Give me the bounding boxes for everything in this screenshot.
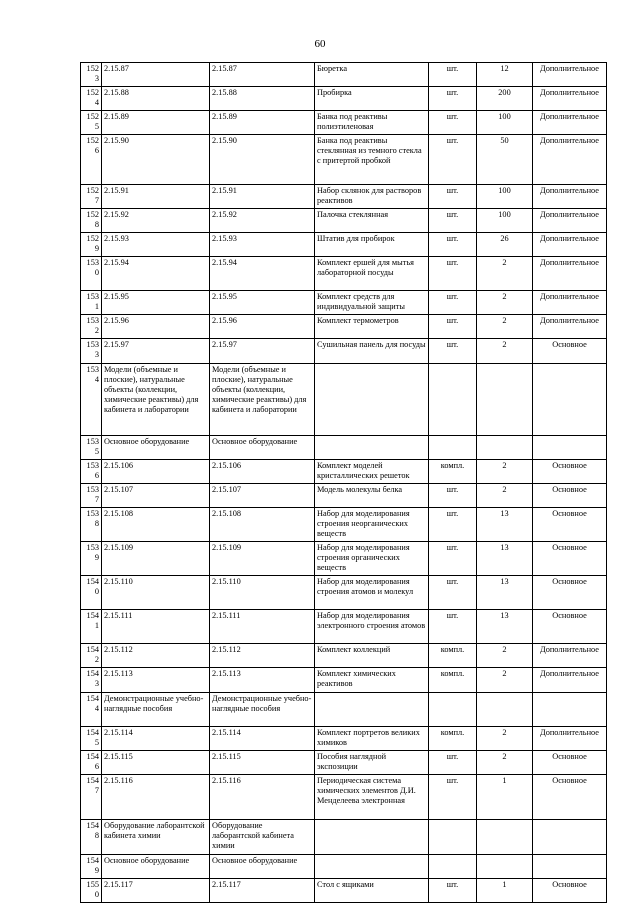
code-cell: 2.15.88 [102, 87, 210, 111]
code-cell: 2.15.89 [102, 111, 210, 135]
unit-cell [429, 364, 477, 436]
table-row [81, 820, 607, 855]
code-cell-duplicate: Демонстрационные учебно-наглядные пособия [210, 693, 315, 727]
table-row [81, 855, 607, 879]
item-name-cell: Комплект коллекций [315, 644, 429, 668]
quantity-cell: 2 [477, 484, 533, 508]
row-number-cell: 1541 [81, 610, 102, 644]
code-cell-duplicate: 2.15.109 [210, 542, 315, 576]
row-number-cell: 1540 [81, 576, 102, 610]
item-name-cell: Комплект ершей для мытья лабораторной посуды [315, 257, 429, 291]
code-cell: 2.15.91 [102, 185, 210, 209]
unit-cell [429, 693, 477, 727]
code-cell-duplicate: 2.15.107 [210, 484, 315, 508]
table-row [81, 111, 607, 135]
row-number-cell: 1549 [81, 855, 102, 879]
quantity-cell: 13 [477, 542, 533, 576]
quantity-cell: 2 [477, 315, 533, 339]
code-cell: 2.15.107 [102, 484, 210, 508]
quantity-cell [477, 693, 533, 727]
table-row [81, 291, 607, 315]
code-cell: Модели (объемные и плоские), натуральные объекты (коллекции, химические реактивы) для кабинета и лаборатории [102, 364, 210, 436]
code-cell-duplicate: 2.15.88 [210, 87, 315, 111]
equipment-type-cell: Дополнительное [533, 291, 607, 315]
row-number-cell: 1537 [81, 484, 102, 508]
row-number-cell: 1530 [81, 257, 102, 291]
item-name-cell [315, 820, 429, 855]
table-row [81, 209, 607, 233]
table-row [81, 315, 607, 339]
code-cell-duplicate: 2.15.89 [210, 111, 315, 135]
equipment-type-cell: Основное [533, 460, 607, 484]
row-number-cell: 1533 [81, 339, 102, 364]
code-cell-duplicate: 2.15.117 [210, 879, 315, 903]
equipment-type-cell: Основное [533, 339, 607, 364]
unit-cell [429, 820, 477, 855]
quantity-cell: 13 [477, 576, 533, 610]
quantity-cell: 2 [477, 339, 533, 364]
quantity-cell: 2 [477, 727, 533, 751]
code-cell-duplicate: 2.15.114 [210, 727, 315, 751]
table-row [81, 339, 607, 364]
table-row [81, 576, 607, 610]
row-number-cell: 1532 [81, 315, 102, 339]
table-row [81, 436, 607, 460]
item-name-cell [315, 364, 429, 436]
unit-cell: компл. [429, 727, 477, 751]
row-number-cell: 1524 [81, 87, 102, 111]
equipment-type-cell: Основное [533, 610, 607, 644]
item-name-cell: Комплект химических реактивов [315, 668, 429, 693]
item-name-cell: Комплект средств для индивидуальной защиты [315, 291, 429, 315]
code-cell-duplicate: 2.15.97 [210, 339, 315, 364]
quantity-cell: 1 [477, 775, 533, 820]
item-name-cell: Стол с ящиками [315, 879, 429, 903]
code-cell: 2.15.97 [102, 339, 210, 364]
code-cell-duplicate: 2.15.93 [210, 233, 315, 257]
table-row [81, 460, 607, 484]
quantity-cell [477, 820, 533, 855]
item-name-cell [315, 436, 429, 460]
table-row [81, 610, 607, 644]
table-row [81, 751, 607, 775]
item-name-cell: Банка под реактивы стеклянная из темного стекла с притертой пробкой [315, 135, 429, 185]
quantity-cell: 2 [477, 257, 533, 291]
equipment-type-cell: Дополнительное [533, 257, 607, 291]
item-name-cell: Штатив для пробирок [315, 233, 429, 257]
unit-cell: шт. [429, 185, 477, 209]
equipment-type-cell: Основное [533, 542, 607, 576]
row-number-cell: 1539 [81, 542, 102, 576]
code-cell: Оборудование лаборантской кабинета химии [102, 820, 210, 855]
code-cell: 2.15.108 [102, 508, 210, 542]
table-row [81, 508, 607, 542]
row-number-cell: 1536 [81, 460, 102, 484]
item-name-cell: Набор для моделирования строения неорганических веществ [315, 508, 429, 542]
code-cell: Основное оборудование [102, 855, 210, 879]
row-number-cell: 1528 [81, 209, 102, 233]
equipment-type-cell: Дополнительное [533, 233, 607, 257]
row-number-cell: 1550 [81, 879, 102, 903]
code-cell: 2.15.92 [102, 209, 210, 233]
equipment-type-cell: Дополнительное [533, 63, 607, 87]
quantity-cell [477, 855, 533, 879]
unit-cell: компл. [429, 460, 477, 484]
unit-cell: шт. [429, 257, 477, 291]
item-name-cell: Набор для моделирования строения атомов и молекул [315, 576, 429, 610]
unit-cell: шт. [429, 87, 477, 111]
item-name-cell: Бюретка [315, 63, 429, 87]
table-row [81, 542, 607, 576]
equipment-table [80, 62, 607, 903]
item-name-cell: Палочка стеклянная [315, 209, 429, 233]
code-cell-duplicate: 2.15.112 [210, 644, 315, 668]
item-name-cell: Банка под реактивы полиэтиленовая [315, 111, 429, 135]
equipment-type-cell: Основное [533, 879, 607, 903]
row-number-cell: 1523 [81, 63, 102, 87]
row-number-cell: 1535 [81, 436, 102, 460]
code-cell-duplicate: 2.15.90 [210, 135, 315, 185]
quantity-cell: 13 [477, 610, 533, 644]
item-name-cell: Сушильная панель для посуды [315, 339, 429, 364]
row-number-cell: 1529 [81, 233, 102, 257]
unit-cell: шт. [429, 775, 477, 820]
table-row [81, 233, 607, 257]
quantity-cell: 2 [477, 751, 533, 775]
equipment-type-cell [533, 855, 607, 879]
row-number-cell: 1543 [81, 668, 102, 693]
row-number-cell: 1527 [81, 185, 102, 209]
unit-cell: шт. [429, 209, 477, 233]
equipment-type-cell: Основное [533, 775, 607, 820]
equipment-type-cell: Дополнительное [533, 727, 607, 751]
unit-cell: шт. [429, 576, 477, 610]
item-name-cell: Пособия наглядной экспозиции [315, 751, 429, 775]
unit-cell: шт. [429, 291, 477, 315]
row-number-cell: 1534 [81, 364, 102, 436]
code-cell-duplicate: Основное оборудование [210, 436, 315, 460]
code-cell: 2.15.113 [102, 668, 210, 693]
equipment-type-cell: Дополнительное [533, 111, 607, 135]
equipment-type-cell: Дополнительное [533, 135, 607, 185]
code-cell-duplicate: 2.15.95 [210, 291, 315, 315]
unit-cell: шт. [429, 879, 477, 903]
item-name-cell: Периодическая система химических элементов Д.И. Менделеева электронная [315, 775, 429, 820]
equipment-type-cell: Основное [533, 508, 607, 542]
row-number-cell: 1526 [81, 135, 102, 185]
equipment-type-cell [533, 364, 607, 436]
code-cell: 2.15.117 [102, 879, 210, 903]
table-row [81, 135, 607, 185]
quantity-cell: 2 [477, 460, 533, 484]
unit-cell: компл. [429, 668, 477, 693]
equipment-type-cell: Дополнительное [533, 209, 607, 233]
code-cell: Основное оборудование [102, 436, 210, 460]
unit-cell: шт. [429, 542, 477, 576]
item-name-cell: Комплект портретов великих химиков [315, 727, 429, 751]
item-name-cell: Набор для моделирования электронного строения атомов [315, 610, 429, 644]
code-cell-duplicate: 2.15.110 [210, 576, 315, 610]
equipment-type-cell: Основное [533, 751, 607, 775]
item-name-cell [315, 693, 429, 727]
code-cell-duplicate: 2.15.106 [210, 460, 315, 484]
table-row [81, 775, 607, 820]
quantity-cell: 100 [477, 209, 533, 233]
quantity-cell: 13 [477, 508, 533, 542]
row-number-cell: 1525 [81, 111, 102, 135]
quantity-cell: 2 [477, 291, 533, 315]
equipment-type-cell: Дополнительное [533, 87, 607, 111]
row-number-cell: 1542 [81, 644, 102, 668]
code-cell-duplicate: 2.15.87 [210, 63, 315, 87]
table-row [81, 257, 607, 291]
code-cell: 2.15.96 [102, 315, 210, 339]
equipment-type-cell: Дополнительное [533, 668, 607, 693]
unit-cell [429, 436, 477, 460]
table-row [81, 63, 607, 87]
table-body [81, 63, 607, 903]
quantity-cell: 100 [477, 185, 533, 209]
row-number-cell: 1545 [81, 727, 102, 751]
equipment-type-cell [533, 693, 607, 727]
unit-cell: шт. [429, 135, 477, 185]
item-name-cell [315, 855, 429, 879]
quantity-cell [477, 364, 533, 436]
code-cell-duplicate: Оборудование лаборантской кабинета химии [210, 820, 315, 855]
item-name-cell: Комплект термометров [315, 315, 429, 339]
quantity-cell: 26 [477, 233, 533, 257]
code-cell: 2.15.106 [102, 460, 210, 484]
row-number-cell: 1547 [81, 775, 102, 820]
table-row [81, 668, 607, 693]
code-cell: 2.15.110 [102, 576, 210, 610]
code-cell-duplicate: 2.15.113 [210, 668, 315, 693]
unit-cell: шт. [429, 751, 477, 775]
equipment-type-cell: Дополнительное [533, 644, 607, 668]
equipment-type-cell: Основное [533, 576, 607, 610]
quantity-cell: 100 [477, 111, 533, 135]
unit-cell: шт. [429, 63, 477, 87]
code-cell: 2.15.114 [102, 727, 210, 751]
code-cell-duplicate: 2.15.96 [210, 315, 315, 339]
unit-cell: компл. [429, 644, 477, 668]
table-row [81, 185, 607, 209]
code-cell: 2.15.109 [102, 542, 210, 576]
row-number-cell: 1548 [81, 820, 102, 855]
table-row [81, 644, 607, 668]
unit-cell: шт. [429, 233, 477, 257]
unit-cell: шт. [429, 111, 477, 135]
code-cell-duplicate: 2.15.92 [210, 209, 315, 233]
code-cell-duplicate: 2.15.108 [210, 508, 315, 542]
quantity-cell: 12 [477, 63, 533, 87]
code-cell: 2.15.115 [102, 751, 210, 775]
code-cell: 2.15.111 [102, 610, 210, 644]
code-cell: 2.15.87 [102, 63, 210, 87]
unit-cell: шт. [429, 484, 477, 508]
quantity-cell: 50 [477, 135, 533, 185]
unit-cell: шт. [429, 610, 477, 644]
code-cell: 2.15.93 [102, 233, 210, 257]
unit-cell: шт. [429, 508, 477, 542]
code-cell-duplicate: 2.15.111 [210, 610, 315, 644]
table-row [81, 879, 607, 903]
row-number-cell: 1546 [81, 751, 102, 775]
equipment-type-cell: Дополнительное [533, 185, 607, 209]
code-cell-duplicate: Модели (объемные и плоские), натуральные объекты (коллекции, химические реактивы) для кабинета и лаборатории [210, 364, 315, 436]
code-cell-duplicate: 2.15.91 [210, 185, 315, 209]
code-cell-duplicate: Основное оборудование [210, 855, 315, 879]
row-number-cell: 1544 [81, 693, 102, 727]
table-row [81, 693, 607, 727]
unit-cell: шт. [429, 339, 477, 364]
table-row [81, 727, 607, 751]
code-cell: 2.15.94 [102, 257, 210, 291]
item-name-cell: Комплект моделей кристаллических решеток [315, 460, 429, 484]
table-row [81, 87, 607, 111]
item-name-cell: Модель молекулы белка [315, 484, 429, 508]
row-number-cell: 1531 [81, 291, 102, 315]
code-cell: 2.15.116 [102, 775, 210, 820]
page-number: 60 [314, 38, 326, 50]
table-row [81, 364, 607, 436]
quantity-cell: 1 [477, 879, 533, 903]
unit-cell [429, 855, 477, 879]
equipment-type-cell: Основное [533, 484, 607, 508]
code-cell: Демонстрационные учебно-наглядные пособия [102, 693, 210, 727]
item-name-cell: Набор для моделирования строения органических веществ [315, 542, 429, 576]
code-cell-duplicate: 2.15.116 [210, 775, 315, 820]
row-number-cell: 1538 [81, 508, 102, 542]
equipment-type-cell [533, 436, 607, 460]
item-name-cell: Набор склянок для растворов реактивов [315, 185, 429, 209]
item-name-cell: Пробирка [315, 87, 429, 111]
code-cell-duplicate: 2.15.115 [210, 751, 315, 775]
equipment-type-cell [533, 820, 607, 855]
unit-cell: шт. [429, 315, 477, 339]
quantity-cell: 2 [477, 668, 533, 693]
quantity-cell [477, 436, 533, 460]
code-cell: 2.15.90 [102, 135, 210, 185]
table-row [81, 484, 607, 508]
code-cell: 2.15.112 [102, 644, 210, 668]
code-cell: 2.15.95 [102, 291, 210, 315]
code-cell-duplicate: 2.15.94 [210, 257, 315, 291]
equipment-type-cell: Дополнительное [533, 315, 607, 339]
quantity-cell: 2 [477, 644, 533, 668]
quantity-cell: 200 [477, 87, 533, 111]
